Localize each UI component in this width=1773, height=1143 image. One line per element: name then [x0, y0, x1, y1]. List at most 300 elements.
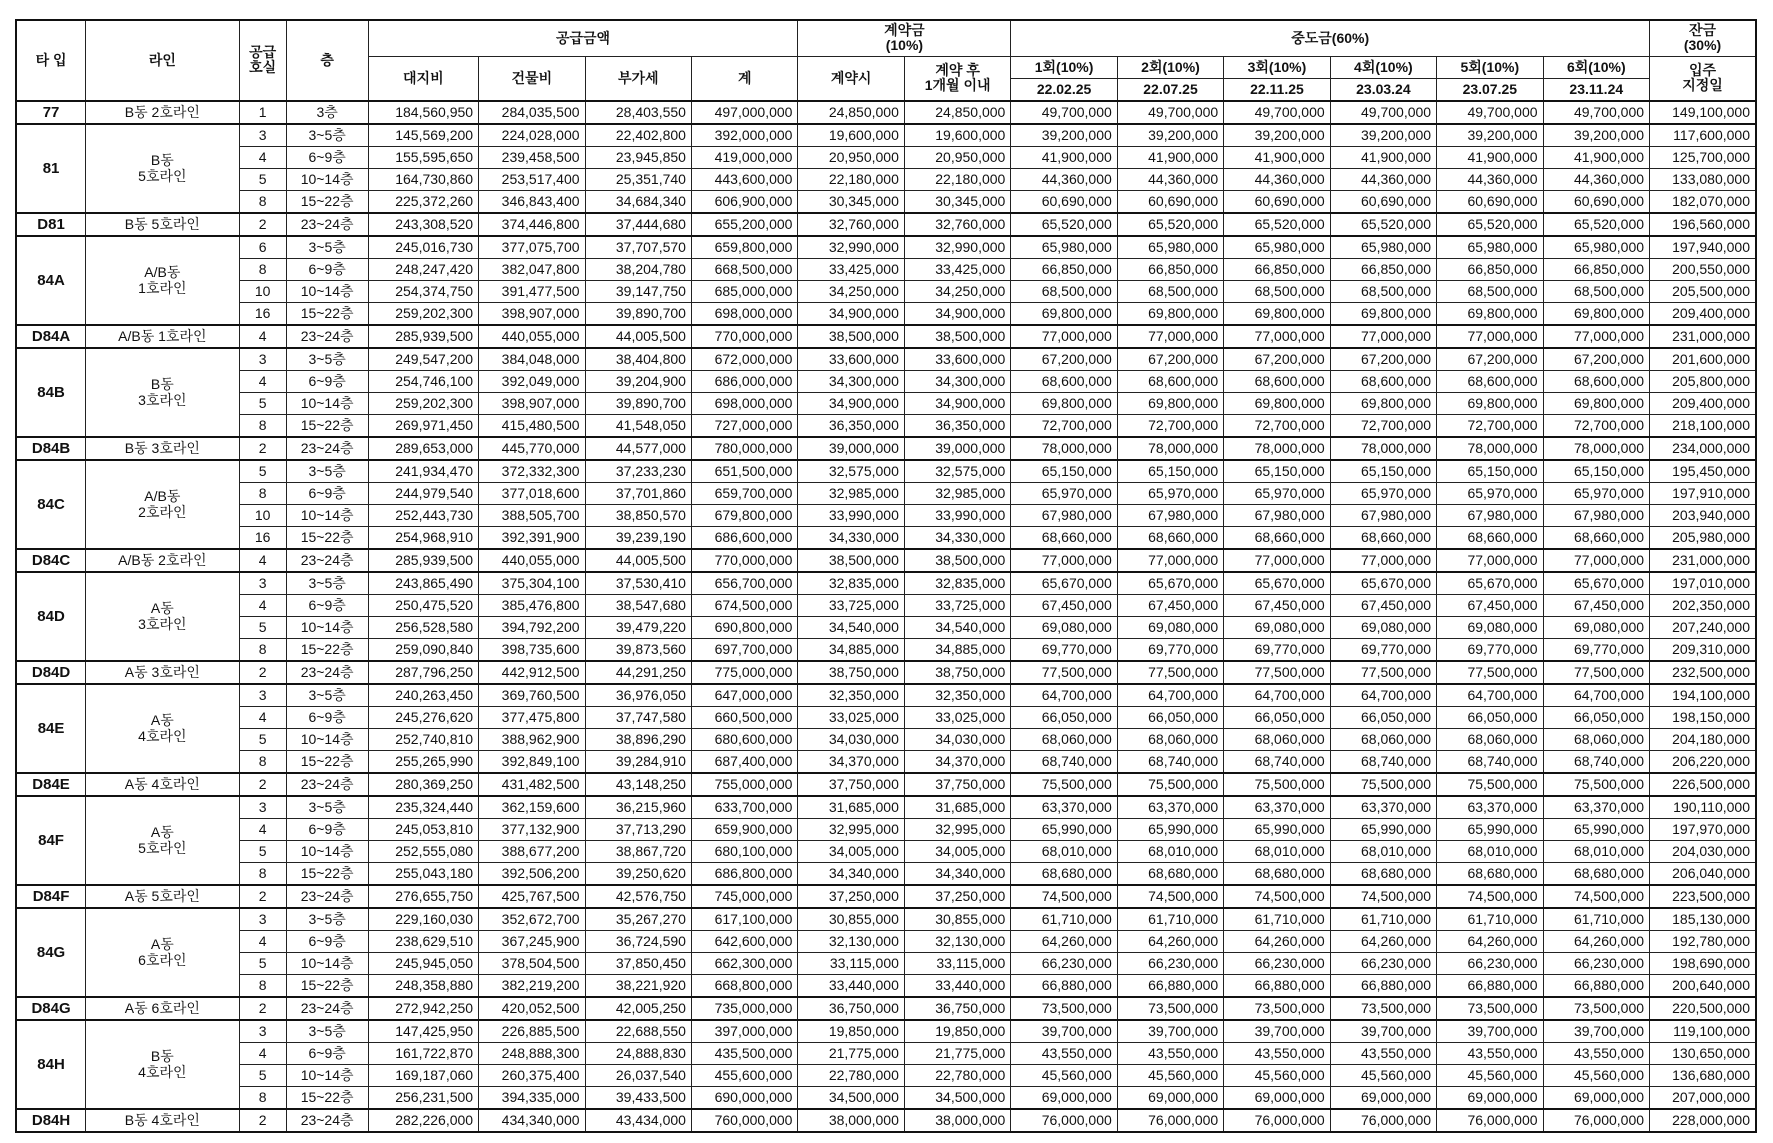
- deposit-after: 21,775,000: [904, 1042, 1010, 1064]
- middle-payment-1: 63,370,000: [1011, 796, 1117, 819]
- floor: 15~22층: [286, 862, 368, 885]
- deposit-after: 31,685,000: [904, 796, 1010, 819]
- land-cost: 238,629,510: [368, 930, 479, 952]
- unit-line: B동 4호라인: [86, 1020, 240, 1109]
- land-cost: 155,595,650: [368, 146, 479, 168]
- middle-payment-2: 69,080,000: [1117, 616, 1223, 638]
- middle-payment-6: 65,520,000: [1543, 213, 1650, 236]
- middle-payment-5: 67,450,000: [1437, 594, 1543, 616]
- table-row: [16, 818, 1756, 840]
- deposit-after: 38,000,000: [904, 1109, 1010, 1132]
- header-land: 대지비: [368, 56, 479, 101]
- building-cost: 392,391,900: [479, 526, 585, 549]
- balance: 136,680,000: [1650, 1064, 1756, 1086]
- floor: 15~22층: [286, 1086, 368, 1109]
- middle-payment-1: 61,710,000: [1011, 908, 1117, 931]
- supply-units: 5: [239, 840, 286, 862]
- middle-payment-1: 39,200,000: [1011, 124, 1117, 147]
- middle-payment-2: 44,360,000: [1117, 168, 1223, 190]
- middle-payment-6: 65,150,000: [1543, 460, 1650, 483]
- middle-payment-5: 69,080,000: [1437, 616, 1543, 638]
- building-cost: 253,517,400: [479, 168, 585, 190]
- land-cost: 245,016,730: [368, 236, 479, 259]
- table-row: [16, 370, 1756, 392]
- unit-type: D84D: [16, 661, 86, 684]
- middle-payment-1: 77,500,000: [1011, 661, 1117, 684]
- unit-line: A동 6호라인: [86, 908, 240, 997]
- floor: 6~9층: [286, 930, 368, 952]
- middle-payment-4: 65,980,000: [1330, 236, 1436, 259]
- total: 672,000,000: [691, 348, 797, 371]
- table-row: [16, 930, 1756, 952]
- header-middle-5: 5회(10%): [1437, 56, 1543, 78]
- middle-payment-3: 69,000,000: [1224, 1086, 1330, 1109]
- supply-units: 4: [239, 325, 286, 348]
- total: 662,300,000: [691, 952, 797, 974]
- unit-type: 84G: [16, 908, 86, 997]
- deposit-at: 33,990,000: [798, 504, 904, 526]
- table-row: [16, 885, 1756, 908]
- balance: 204,180,000: [1650, 728, 1756, 750]
- middle-payment-1: 75,500,000: [1011, 773, 1117, 796]
- middle-payment-6: 74,500,000: [1543, 885, 1650, 908]
- balance: 200,550,000: [1650, 258, 1756, 280]
- middle-payment-4: 39,700,000: [1330, 1020, 1436, 1043]
- middle-payment-6: 69,080,000: [1543, 616, 1650, 638]
- unit-line: A/B동 1호라인: [86, 325, 240, 348]
- middle-payment-4: 68,010,000: [1330, 840, 1436, 862]
- building-cost: 445,770,000: [479, 437, 585, 460]
- vat: 34,684,340: [585, 190, 691, 213]
- middle-payment-6: 65,980,000: [1543, 236, 1650, 259]
- land-cost: 254,746,100: [368, 370, 479, 392]
- middle-payment-6: 67,450,000: [1543, 594, 1650, 616]
- middle-payment-6: 73,500,000: [1543, 997, 1650, 1020]
- table-row: [16, 348, 1756, 371]
- vat: 37,713,290: [585, 818, 691, 840]
- supply-units: 5: [239, 952, 286, 974]
- balance: 231,000,000: [1650, 325, 1756, 348]
- deposit-at: 32,990,000: [798, 236, 904, 259]
- middle-payment-3: 77,000,000: [1224, 549, 1330, 572]
- deposit-at: 37,250,000: [798, 885, 904, 908]
- middle-payment-3: 78,000,000: [1224, 437, 1330, 460]
- total: 679,800,000: [691, 504, 797, 526]
- middle-payment-3: 76,000,000: [1224, 1109, 1330, 1132]
- table-row: [16, 1042, 1756, 1064]
- land-cost: 272,942,250: [368, 997, 479, 1020]
- deposit-after: 34,330,000: [904, 526, 1010, 549]
- middle-payment-4: 68,740,000: [1330, 750, 1436, 773]
- floor: 6~9층: [286, 370, 368, 392]
- table-body: [16, 101, 1756, 1132]
- balance: 226,500,000: [1650, 773, 1756, 796]
- floor: 15~22층: [286, 302, 368, 325]
- land-cost: 282,226,000: [368, 1109, 479, 1132]
- vat: 39,433,500: [585, 1086, 691, 1109]
- middle-payment-5: 68,010,000: [1437, 840, 1543, 862]
- building-cost: 431,482,500: [479, 773, 585, 796]
- middle-payment-3: 69,800,000: [1224, 302, 1330, 325]
- middle-payment-4: 68,680,000: [1330, 862, 1436, 885]
- land-cost: 254,968,910: [368, 526, 479, 549]
- middle-payment-6: 64,260,000: [1543, 930, 1650, 952]
- middle-payment-6: 67,980,000: [1543, 504, 1650, 526]
- middle-payment-6: 76,000,000: [1543, 1109, 1650, 1132]
- deposit-after: 32,575,000: [904, 460, 1010, 483]
- vat: 38,404,800: [585, 348, 691, 371]
- table-row: [16, 840, 1756, 862]
- land-cost: 285,939,500: [368, 549, 479, 572]
- building-cost: 369,760,500: [479, 684, 585, 707]
- supply-units: 4: [239, 1042, 286, 1064]
- land-cost: 256,231,500: [368, 1086, 479, 1109]
- middle-payment-2: 43,550,000: [1117, 1042, 1223, 1064]
- table-row: [16, 796, 1756, 819]
- deposit-at: 32,995,000: [798, 818, 904, 840]
- vat: 37,530,410: [585, 572, 691, 595]
- middle-payment-5: 69,770,000: [1437, 638, 1543, 661]
- middle-payment-5: 74,500,000: [1437, 885, 1543, 908]
- supply-units: 10: [239, 280, 286, 302]
- middle-payment-6: 68,660,000: [1543, 526, 1650, 549]
- middle-payment-5: 65,970,000: [1437, 482, 1543, 504]
- middle-payment-5: 66,230,000: [1437, 952, 1543, 974]
- middle-payment-6: 66,050,000: [1543, 706, 1650, 728]
- deposit-after: 36,350,000: [904, 414, 1010, 437]
- middle-payment-3: 68,680,000: [1224, 862, 1330, 885]
- floor: 3~5층: [286, 684, 368, 707]
- middle-payment-4: 72,700,000: [1330, 414, 1436, 437]
- supply-units: 5: [239, 460, 286, 483]
- land-cost: 252,555,080: [368, 840, 479, 862]
- middle-payment-3: 44,360,000: [1224, 168, 1330, 190]
- middle-payment-3: 65,970,000: [1224, 482, 1330, 504]
- balance: 182,070,000: [1650, 190, 1756, 213]
- vat: 42,005,250: [585, 997, 691, 1020]
- deposit-after: 30,345,000: [904, 190, 1010, 213]
- middle-payment-5: 69,800,000: [1437, 392, 1543, 414]
- middle-payment-3: 68,740,000: [1224, 750, 1330, 773]
- middle-payment-3: 64,700,000: [1224, 684, 1330, 707]
- middle-payment-1: 60,690,000: [1011, 190, 1117, 213]
- deposit-at: 34,900,000: [798, 302, 904, 325]
- building-cost: 226,885,500: [479, 1020, 585, 1043]
- total: 668,800,000: [691, 974, 797, 997]
- middle-payment-4: 43,550,000: [1330, 1042, 1436, 1064]
- floor: 6~9층: [286, 594, 368, 616]
- supply-units: 2: [239, 773, 286, 796]
- total: 392,000,000: [691, 124, 797, 147]
- middle-payment-3: 72,700,000: [1224, 414, 1330, 437]
- land-cost: 269,971,450: [368, 414, 479, 437]
- total: 690,800,000: [691, 616, 797, 638]
- middle-payment-3: 60,690,000: [1224, 190, 1330, 213]
- middle-payment-4: 45,560,000: [1330, 1064, 1436, 1086]
- middle-payment-1: 39,700,000: [1011, 1020, 1117, 1043]
- deposit-at: 34,340,000: [798, 862, 904, 885]
- deposit-after: 32,835,000: [904, 572, 1010, 595]
- deposit-at: 38,500,000: [798, 325, 904, 348]
- unit-type: D84H: [16, 1109, 86, 1132]
- supply-units: 8: [239, 482, 286, 504]
- supply-units: 8: [239, 190, 286, 213]
- table-row: [16, 392, 1756, 414]
- middle-payment-2: 78,000,000: [1117, 437, 1223, 460]
- vat: 39,890,700: [585, 392, 691, 414]
- table-row: [16, 750, 1756, 773]
- balance: 207,000,000: [1650, 1086, 1756, 1109]
- middle-payment-6: 68,010,000: [1543, 840, 1650, 862]
- middle-payment-5: 76,000,000: [1437, 1109, 1543, 1132]
- balance: 223,500,000: [1650, 885, 1756, 908]
- building-cost: 434,340,000: [479, 1109, 585, 1132]
- land-cost: 161,722,870: [368, 1042, 479, 1064]
- land-cost: 256,528,580: [368, 616, 479, 638]
- unit-line: B동 5호라인: [86, 213, 240, 236]
- balance: 197,910,000: [1650, 482, 1756, 504]
- land-cost: 252,443,730: [368, 504, 479, 526]
- supply-units: 6: [239, 236, 286, 259]
- building-cost: 388,505,700: [479, 504, 585, 526]
- header-middle-3-date: 22.11.25: [1224, 78, 1330, 101]
- middle-payment-5: 64,260,000: [1437, 930, 1543, 952]
- floor: 23~24층: [286, 997, 368, 1020]
- middle-payment-4: 77,000,000: [1330, 549, 1436, 572]
- supply-units: 16: [239, 526, 286, 549]
- middle-payment-5: 78,000,000: [1437, 437, 1543, 460]
- vat: 41,548,050: [585, 414, 691, 437]
- middle-payment-3: 77,500,000: [1224, 661, 1330, 684]
- deposit-at: 19,600,000: [798, 124, 904, 147]
- deposit-at: 33,440,000: [798, 974, 904, 997]
- balance: 209,400,000: [1650, 302, 1756, 325]
- deposit-after: 33,025,000: [904, 706, 1010, 728]
- middle-payment-2: 65,990,000: [1117, 818, 1223, 840]
- balance: 125,700,000: [1650, 146, 1756, 168]
- floor: 10~14층: [286, 952, 368, 974]
- middle-payment-2: 73,500,000: [1117, 997, 1223, 1020]
- vat: 39,890,700: [585, 302, 691, 325]
- middle-payment-5: 43,550,000: [1437, 1042, 1543, 1064]
- land-cost: 276,655,750: [368, 885, 479, 908]
- total: 727,000,000: [691, 414, 797, 437]
- middle-payment-3: 43,550,000: [1224, 1042, 1330, 1064]
- unit-line: A동 4호라인: [86, 684, 240, 773]
- middle-payment-5: 75,500,000: [1437, 773, 1543, 796]
- middle-payment-4: 66,050,000: [1330, 706, 1436, 728]
- deposit-at: 38,500,000: [798, 549, 904, 572]
- middle-payment-4: 65,670,000: [1330, 572, 1436, 595]
- unit-line: A동 5호라인: [86, 885, 240, 908]
- middle-payment-1: 68,740,000: [1011, 750, 1117, 773]
- middle-payment-2: 68,060,000: [1117, 728, 1223, 750]
- supply-units: 2: [239, 661, 286, 684]
- deposit-at: 34,885,000: [798, 638, 904, 661]
- middle-payment-3: 65,990,000: [1224, 818, 1330, 840]
- building-cost: 367,245,900: [479, 930, 585, 952]
- vat: 37,707,570: [585, 236, 691, 259]
- header-middle-4-date: 23.03.24: [1330, 78, 1436, 101]
- vat: 37,444,680: [585, 213, 691, 236]
- deposit-at: 32,985,000: [798, 482, 904, 504]
- supply-units: 2: [239, 437, 286, 460]
- middle-payment-4: 67,450,000: [1330, 594, 1436, 616]
- deposit-after: 33,425,000: [904, 258, 1010, 280]
- middle-payment-2: 67,200,000: [1117, 348, 1223, 371]
- total: 617,100,000: [691, 908, 797, 931]
- deposit-after: 34,500,000: [904, 1086, 1010, 1109]
- middle-payment-4: 66,880,000: [1330, 974, 1436, 997]
- supply-units: 5: [239, 392, 286, 414]
- deposit-at: 37,750,000: [798, 773, 904, 796]
- balance: 196,560,000: [1650, 213, 1756, 236]
- deposit-after: 36,750,000: [904, 997, 1010, 1020]
- building-cost: 398,907,000: [479, 302, 585, 325]
- middle-payment-1: 66,050,000: [1011, 706, 1117, 728]
- middle-payment-5: 68,680,000: [1437, 862, 1543, 885]
- floor: 10~14층: [286, 840, 368, 862]
- deposit-after: 34,885,000: [904, 638, 1010, 661]
- middle-payment-3: 66,050,000: [1224, 706, 1330, 728]
- middle-payment-6: 68,060,000: [1543, 728, 1650, 750]
- vat: 39,479,220: [585, 616, 691, 638]
- middle-payment-6: 75,500,000: [1543, 773, 1650, 796]
- land-cost: 250,475,520: [368, 594, 479, 616]
- unit-type: D81: [16, 213, 86, 236]
- middle-payment-2: 77,000,000: [1117, 325, 1223, 348]
- middle-payment-5: 45,560,000: [1437, 1064, 1543, 1086]
- middle-payment-4: 66,850,000: [1330, 258, 1436, 280]
- vat: 25,351,740: [585, 168, 691, 190]
- building-cost: 388,962,900: [479, 728, 585, 750]
- building-cost: 398,735,600: [479, 638, 585, 661]
- middle-payment-2: 65,980,000: [1117, 236, 1223, 259]
- total: 659,700,000: [691, 482, 797, 504]
- deposit-at: 30,345,000: [798, 190, 904, 213]
- land-cost: 255,043,180: [368, 862, 479, 885]
- middle-payment-5: 39,700,000: [1437, 1020, 1543, 1043]
- header-line: 라인: [86, 20, 240, 101]
- floor: 6~9층: [286, 706, 368, 728]
- total: 659,900,000: [691, 818, 797, 840]
- middle-payment-4: 60,690,000: [1330, 190, 1436, 213]
- table-row: [16, 280, 1756, 302]
- middle-payment-4: 65,970,000: [1330, 482, 1436, 504]
- unit-line: A동 3호라인: [86, 572, 240, 661]
- middle-payment-2: 63,370,000: [1117, 796, 1223, 819]
- unit-type: D84G: [16, 997, 86, 1020]
- middle-payment-1: 72,700,000: [1011, 414, 1117, 437]
- balance: 206,220,000: [1650, 750, 1756, 773]
- supply-units: 2: [239, 997, 286, 1020]
- floor: 6~9층: [286, 1042, 368, 1064]
- land-cost: 287,796,250: [368, 661, 479, 684]
- unit-type: 77: [16, 101, 86, 124]
- middle-payment-2: 69,770,000: [1117, 638, 1223, 661]
- header-supply-units: 공급 호실: [239, 20, 286, 101]
- middle-payment-2: 77,500,000: [1117, 661, 1223, 684]
- land-cost: 240,263,450: [368, 684, 479, 707]
- deposit-after: 37,250,000: [904, 885, 1010, 908]
- unit-line: A동 4호라인: [86, 773, 240, 796]
- vat: 39,284,910: [585, 750, 691, 773]
- balance: 234,000,000: [1650, 437, 1756, 460]
- land-cost: 259,090,840: [368, 638, 479, 661]
- supply-units: 10: [239, 504, 286, 526]
- middle-payment-4: 73,500,000: [1330, 997, 1436, 1020]
- unit-type: 84B: [16, 348, 86, 437]
- supply-units: 5: [239, 168, 286, 190]
- total: 633,700,000: [691, 796, 797, 819]
- middle-payment-5: 68,500,000: [1437, 280, 1543, 302]
- middle-payment-6: 66,230,000: [1543, 952, 1650, 974]
- middle-payment-1: 68,680,000: [1011, 862, 1117, 885]
- deposit-at: 33,600,000: [798, 348, 904, 371]
- middle-payment-6: 68,740,000: [1543, 750, 1650, 773]
- middle-payment-4: 49,700,000: [1330, 101, 1436, 124]
- floor: 23~24층: [286, 549, 368, 572]
- deposit-after: 34,340,000: [904, 862, 1010, 885]
- floor: 3~5층: [286, 124, 368, 147]
- land-cost: 249,547,200: [368, 348, 479, 371]
- total: 735,000,000: [691, 997, 797, 1020]
- middle-payment-3: 69,800,000: [1224, 392, 1330, 414]
- deposit-at: 34,300,000: [798, 370, 904, 392]
- middle-payment-6: 68,500,000: [1543, 280, 1650, 302]
- supply-units: 16: [239, 302, 286, 325]
- floor: 23~24층: [286, 885, 368, 908]
- middle-payment-3: 74,500,000: [1224, 885, 1330, 908]
- deposit-after: 19,850,000: [904, 1020, 1010, 1043]
- middle-payment-6: 69,800,000: [1543, 302, 1650, 325]
- building-cost: 392,049,000: [479, 370, 585, 392]
- building-cost: 415,480,500: [479, 414, 585, 437]
- balance: 202,350,000: [1650, 594, 1756, 616]
- header-middle-3: 3회(10%): [1224, 56, 1330, 78]
- middle-payment-2: 68,740,000: [1117, 750, 1223, 773]
- middle-payment-1: 69,770,000: [1011, 638, 1117, 661]
- floor: 10~14층: [286, 728, 368, 750]
- building-cost: 372,332,300: [479, 460, 585, 483]
- deposit-at: 33,425,000: [798, 258, 904, 280]
- middle-payment-6: 65,970,000: [1543, 482, 1650, 504]
- middle-payment-2: 74,500,000: [1117, 885, 1223, 908]
- supply-units: 8: [239, 414, 286, 437]
- unit-line: A/B동 2호라인: [86, 549, 240, 572]
- supply-units: 8: [239, 862, 286, 885]
- table-row: [16, 526, 1756, 549]
- middle-payment-1: 69,000,000: [1011, 1086, 1117, 1109]
- total: 687,400,000: [691, 750, 797, 773]
- balance: 232,500,000: [1650, 661, 1756, 684]
- middle-payment-6: 65,670,000: [1543, 572, 1650, 595]
- deposit-at: 32,835,000: [798, 572, 904, 595]
- total: 660,500,000: [691, 706, 797, 728]
- middle-payment-5: 66,050,000: [1437, 706, 1543, 728]
- land-cost: 243,865,490: [368, 572, 479, 595]
- floor: 10~14층: [286, 168, 368, 190]
- floor: 6~9층: [286, 482, 368, 504]
- header-deposit-at: 계약시: [798, 56, 904, 101]
- table-row: [16, 414, 1756, 437]
- middle-payment-3: 64,260,000: [1224, 930, 1330, 952]
- supply-units: 3: [239, 572, 286, 595]
- middle-payment-6: 49,700,000: [1543, 101, 1650, 124]
- middle-payment-4: 65,150,000: [1330, 460, 1436, 483]
- balance: 185,130,000: [1650, 908, 1756, 931]
- floor: 3~5층: [286, 460, 368, 483]
